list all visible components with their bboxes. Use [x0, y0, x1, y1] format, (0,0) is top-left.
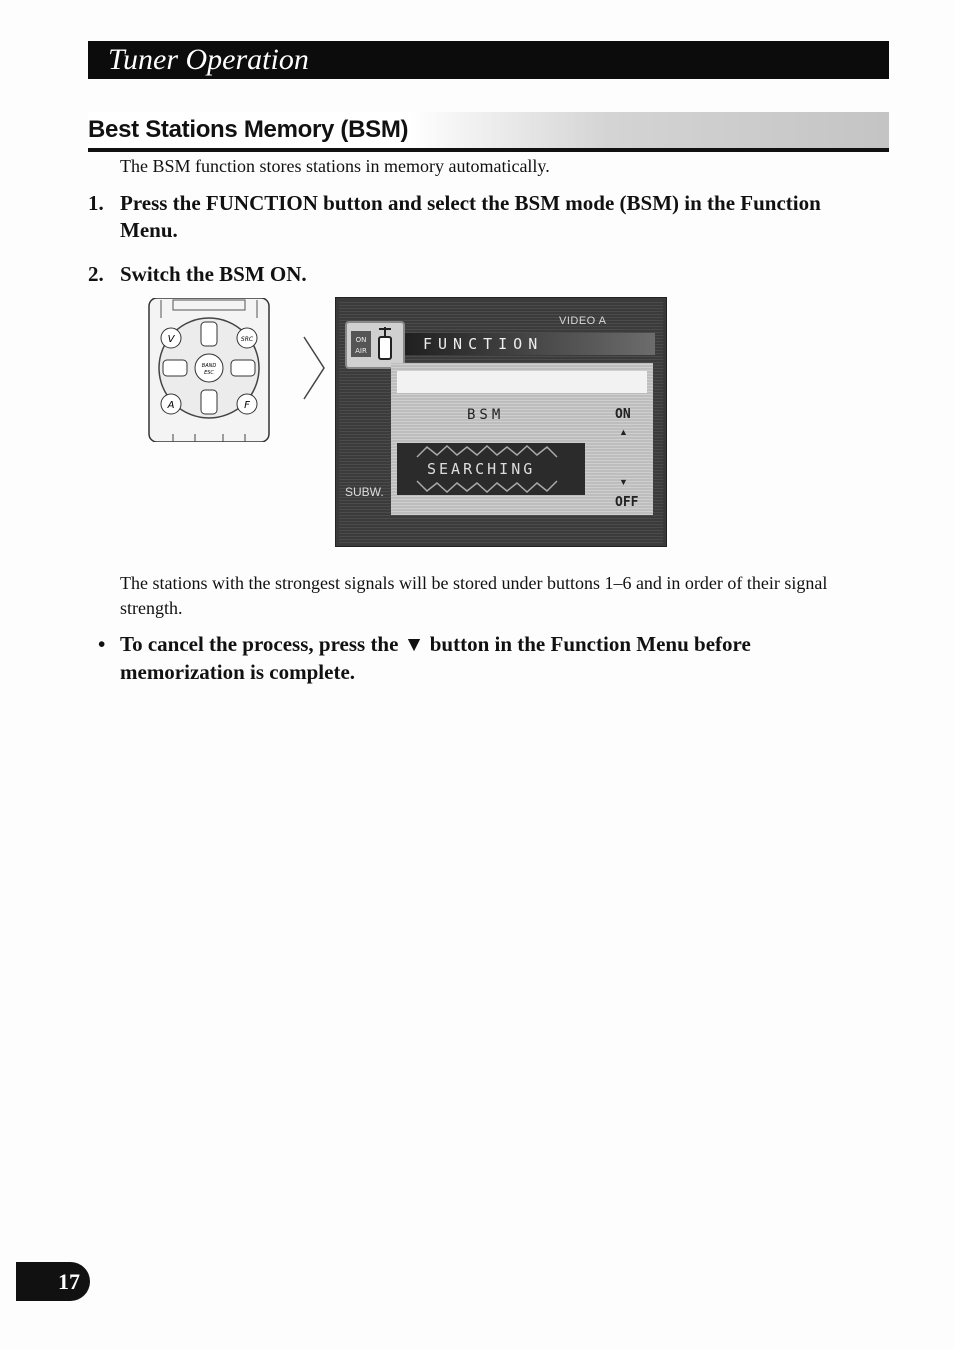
- searching-text: SEARCHING: [427, 460, 536, 478]
- down-arrow-icon: ▼: [619, 477, 628, 487]
- remote-control-illustration: [143, 298, 275, 442]
- svg-text:ESC: ESC: [204, 370, 214, 376]
- step-number: 2.: [88, 262, 104, 286]
- step-text: Switch the BSM ON.: [120, 262, 307, 286]
- intro-text: The BSM function stores stations in memory automatically.: [120, 156, 550, 176]
- header-title: Tuner Operation: [108, 43, 309, 76]
- step-number: 1.: [88, 191, 104, 215]
- transition-arrow-icon: [300, 333, 328, 403]
- subwoofer-label: SUBW.: [345, 485, 384, 499]
- band-esc-label: BAND: [201, 363, 217, 369]
- svg-text:ON: ON: [355, 336, 367, 344]
- on-air-icon: [345, 321, 405, 369]
- bsm-item: BSM: [467, 407, 505, 423]
- description-text: The stations with the strongest signals will be stored under buttons 1–6 and in order of their signal strength.: [120, 573, 828, 618]
- menu-highlight-row: [397, 371, 647, 393]
- header-bar: [88, 41, 889, 79]
- source-indicator: VIDEO A: [559, 315, 607, 327]
- f-button-label: F: [244, 400, 250, 411]
- bullet-icon: •: [98, 632, 106, 656]
- searching-indicator: [397, 443, 585, 495]
- display-screen: [335, 297, 667, 547]
- function-panel: [391, 363, 653, 515]
- src-button-label: SRC: [240, 336, 254, 343]
- section-heading: [88, 112, 889, 152]
- function-title: FUNCTION: [423, 335, 544, 353]
- page-number: 17: [58, 1269, 80, 1294]
- up-arrow-icon: ▲: [619, 427, 628, 437]
- step-text: Press the FUNCTION button and select the BSM mode (BSM) in the Function Menu.: [120, 191, 821, 242]
- a-button-label: A: [167, 400, 175, 411]
- svg-text:AIR: AIR: [355, 347, 367, 355]
- cancel-note-text: To cancel the process, press the ▼ button in the Function Menu before memorization is complete.: [120, 632, 751, 684]
- page-number-tab: [16, 1262, 90, 1301]
- section-title: Best Stations Memory (BSM): [88, 116, 409, 143]
- on-label: ON: [615, 407, 631, 422]
- v-button-label: V: [167, 334, 175, 345]
- off-label: OFF: [615, 495, 639, 510]
- display-background: [339, 301, 663, 543]
- function-title-bar: [399, 333, 655, 355]
